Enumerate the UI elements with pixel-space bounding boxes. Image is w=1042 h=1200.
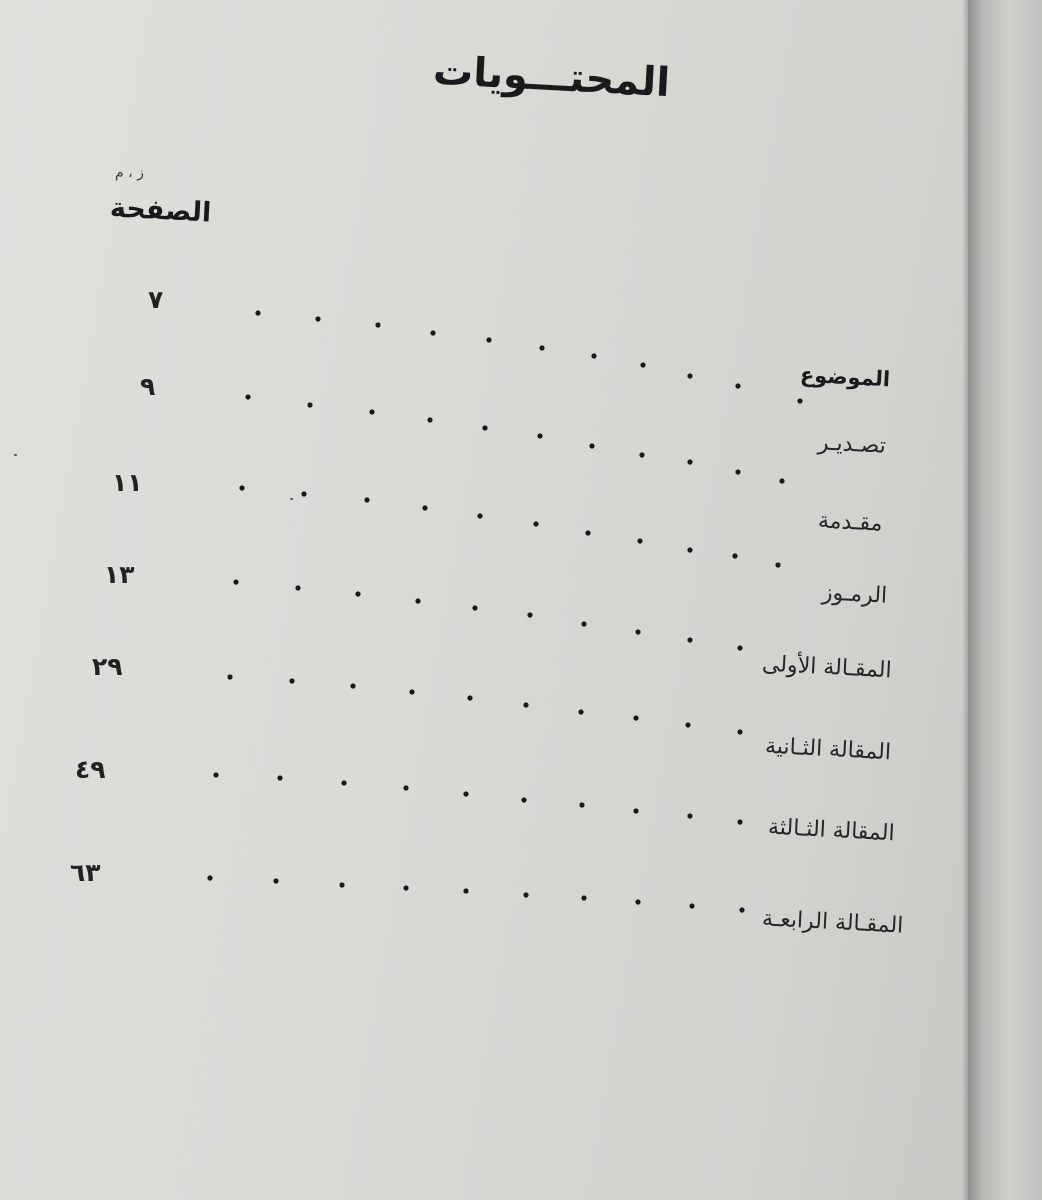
toc-entry-page-number: ٩ [140, 372, 156, 401]
speck [14, 454, 17, 456]
toc-entry-title: مقـدمة [817, 508, 884, 537]
dot-leader-row [233, 579, 742, 650]
dot-leader-row [239, 485, 780, 567]
toc-entry-title: المقالة الثـالثة [767, 814, 896, 847]
speck [290, 498, 293, 500]
toc-entry-page-number: ١١ [112, 468, 143, 497]
toc-entry-title: المقـالة الأولى [761, 651, 893, 684]
page-title: المحتـــويات [431, 47, 672, 107]
toc-entry-title: المقالة الثـانية [764, 733, 892, 766]
toc-entry-page-number: ٦٣ [70, 858, 101, 887]
dot-leader-row [227, 674, 742, 734]
toc-entry-page-number: ٧ [148, 285, 164, 314]
toc-entry-page-number: ٤٩ [75, 755, 106, 784]
page-column-header: الصفحة [109, 192, 213, 229]
subject-column-header: الموضوع [799, 362, 891, 392]
dot-leader-row [245, 394, 784, 483]
toc-entry-page-number: ٢٩ [92, 652, 123, 681]
toc-entry-title: تصـديـر [817, 430, 887, 459]
book-edge [968, 0, 1042, 1200]
dot-leader-row [207, 875, 744, 912]
dot-leader-row [255, 310, 802, 403]
toc-entry-title: المقـالة الرابعـة [761, 906, 904, 939]
toc-entry-page-number: ١٣ [104, 560, 135, 589]
small-marking: ز ، م [115, 165, 144, 181]
dot-leader-row [213, 772, 742, 824]
toc-entry-title: الرمـوز [821, 580, 888, 609]
